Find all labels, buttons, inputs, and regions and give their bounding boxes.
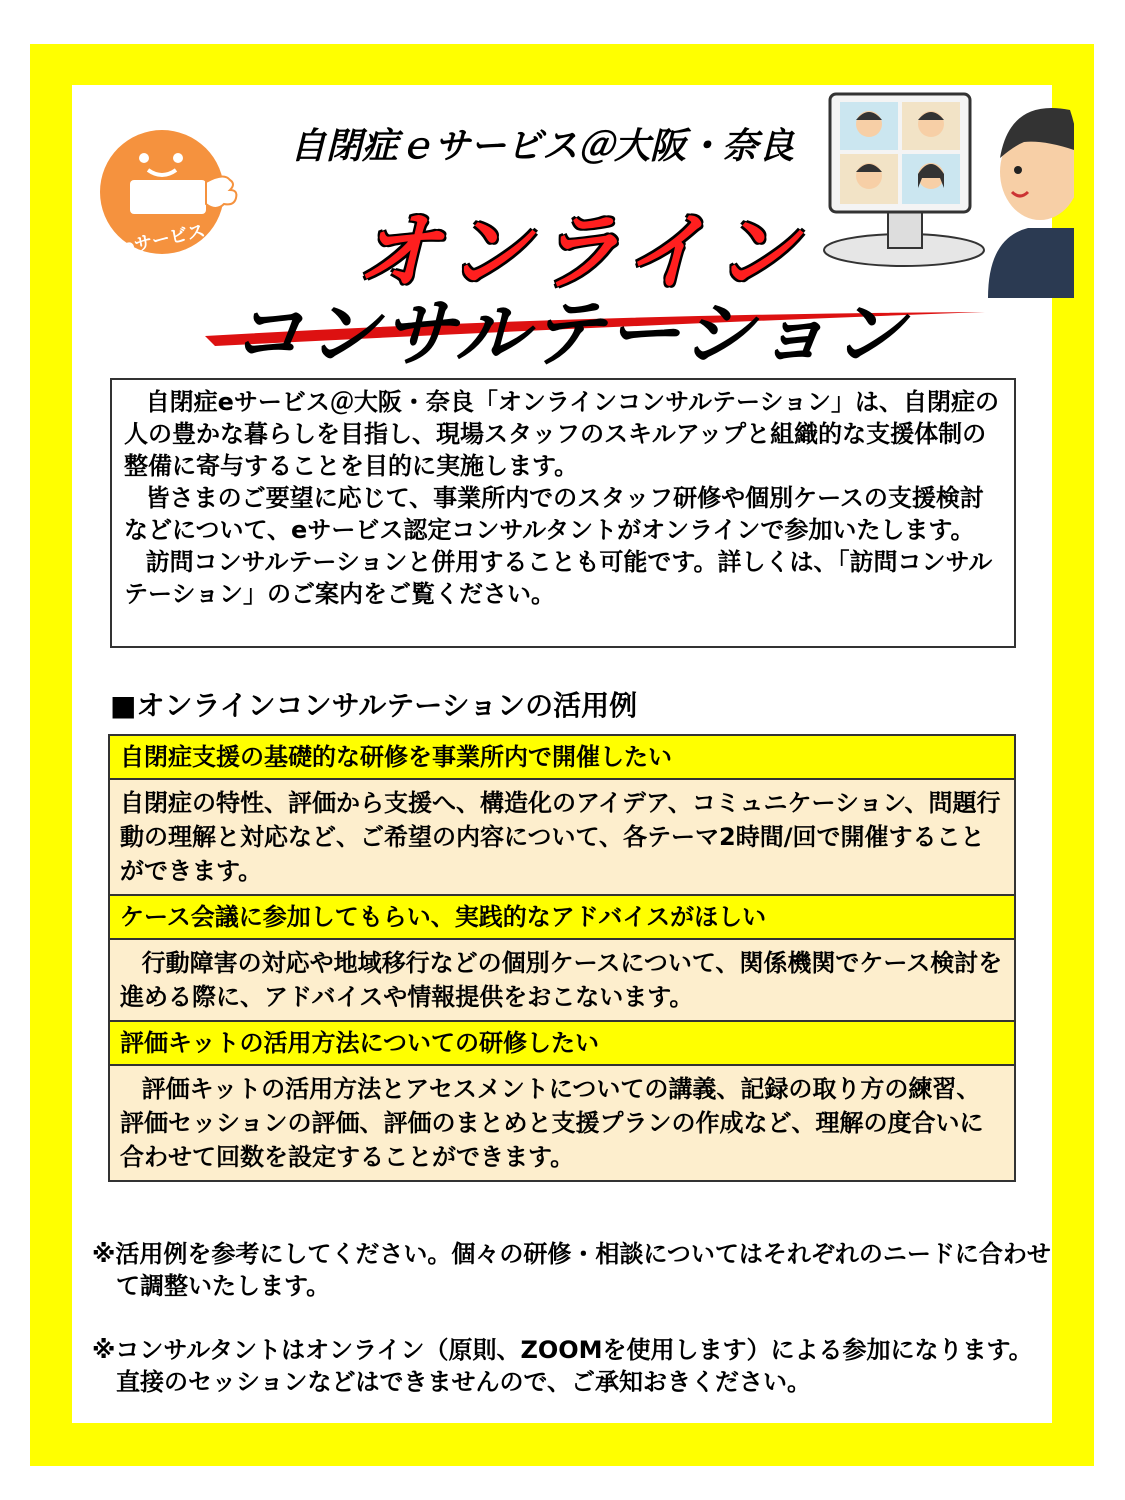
example-body: 自閉症の特性、評価から支援へ、構造化のアイデア、コミュニケーション、問題行動の理解と対応など、ご希望の内容について、各テーマ2時間/回で開催することができます。 [110,780,1014,896]
intro-paragraph: 訪問コンサルテーションと併用することも可能です。詳しくは、「訪問コンサルテーション」のご案内をご覧ください。 [124,548,993,608]
title-online: オンライン [356,203,804,301]
title-consultation: コンサルテーション [230,291,908,377]
example-title: 自閉症支援の基礎的な研修を事業所内で開催したい [110,736,1014,780]
example-title: ケース会議に参加してもらい、実践的なアドバイスがほしい [110,896,1014,940]
logo-text: eサービス [120,220,208,259]
intro-box [110,378,1016,648]
note-online: ※コンサルタントはオンライン（原則、ZOOMを使用します）による参加になります。直接のセッションなどはできませんので、ご承知おきください。 [92,1336,1033,1396]
intro-paragraph: 自閉症eサービス＠大阪・奈良「オンラインコンサルテーション」は、自閉症の人の豊かな暮らしを目指し、現場スタッフのスキルアップと組織的な支援体制の整備に寄与することを目的に実施します。 [124,388,999,480]
org-title: 自閉症ｅサービス＠大阪・奈良 [289,126,794,167]
note-usage: ※活用例を参考にしてください。個々の研修・相談についてはそれぞれのニードに合わせて調整いたします。 [92,1240,1051,1300]
section-heading: ■オンラインコンサルテーションの活用例 [110,689,638,722]
intro-paragraph: 皆さまのご要望に応じて、事業所内でのスタッフ研修や個別ケースの支援検討などについて、eサービス認定コンサルタントがオンラインで参加いたします。 [124,484,984,544]
example-body: 評価キットの活用方法とアセスメントについての講義、記録の取り方の練習、評価セッションの評価、評価のまとめと支援プランの作成など、理解の度合いに合わせて回数を設定することができます。 [110,1066,1014,1180]
example-title: 評価キットの活用方法についての研修したい [110,1022,1014,1066]
video-conference-illustration [818,88,1074,298]
e-service-mascot-logo [90,120,250,260]
examples-table [108,734,1016,1182]
example-body: 行動障害の対応や地域移行などの個別ケースについて、関係機関でケース検討を進める際に、アドバイスや情報提供をおこないます。 [110,940,1014,1022]
